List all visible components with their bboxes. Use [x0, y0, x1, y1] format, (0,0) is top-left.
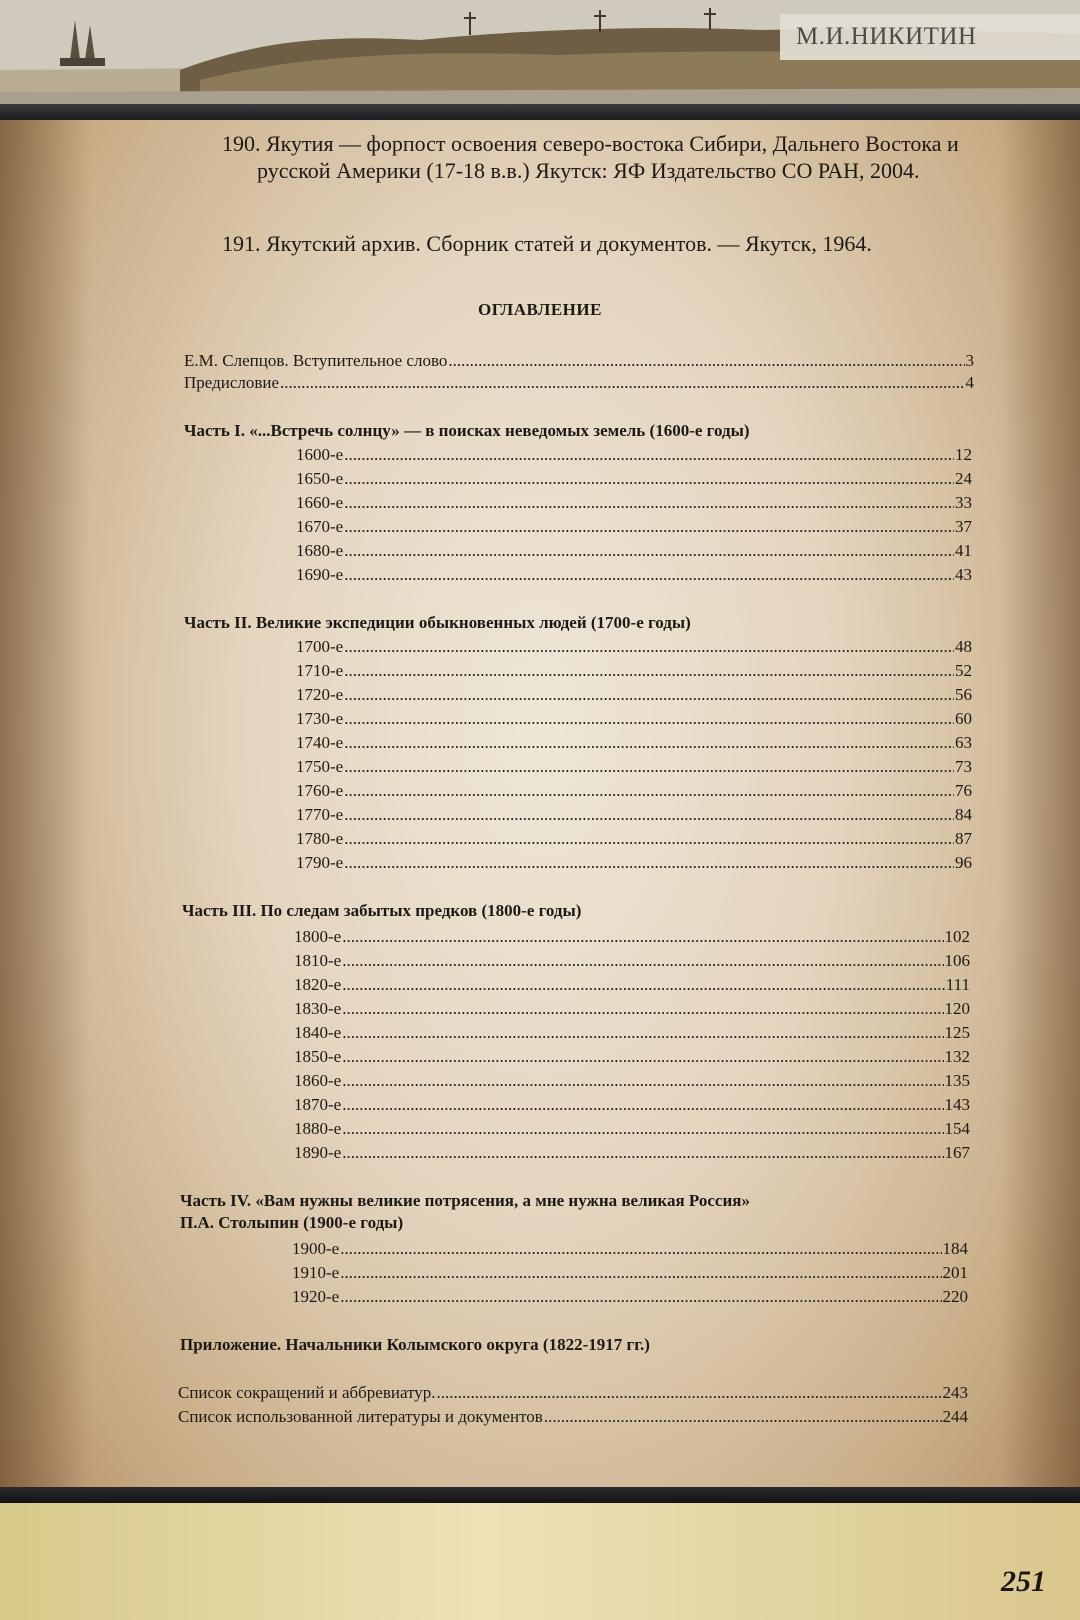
toc-entry-label: 1660-е	[296, 493, 344, 512]
footer-divider	[0, 1487, 1080, 1503]
toc-entry	[296, 732, 972, 754]
toc-entry	[296, 756, 972, 778]
toc-entry-page: 132	[944, 1047, 970, 1066]
leader-dots	[344, 540, 954, 562]
toc-entry	[294, 926, 970, 948]
toc-entry-page: 102	[944, 927, 970, 946]
page-shadow-right	[1000, 120, 1080, 1490]
toc-entry-page: 111	[945, 975, 970, 994]
toc-entry-label: 1910-е	[292, 1263, 340, 1282]
toc-entry-label: 1750-е	[296, 757, 344, 776]
toc-entry	[184, 350, 974, 372]
toc-entry-label: 1760-е	[296, 781, 344, 800]
bibliography-text: 190. Якутия — форпост освоения северо-востока Сибири, Дальнего Востока и русской Америки (17-18 в.в.) Якутск: ЯФ Издательство СО РАН, 2004.	[222, 131, 959, 183]
toc-entry-page: 73	[955, 757, 972, 776]
toc-entry-label: 1770-е	[296, 805, 344, 824]
toc-entry-page: 106	[944, 951, 970, 970]
toc-entry	[294, 1022, 970, 1044]
leader-dots	[344, 684, 954, 706]
toc-entry-label: 1850-е	[294, 1047, 342, 1066]
leader-dots	[342, 950, 943, 972]
toc-entry-label: 1800-е	[294, 927, 342, 946]
toc-entry-page: 60	[955, 709, 972, 728]
toc-entry-label: 1900-е	[292, 1239, 340, 1258]
leader-dots	[448, 350, 964, 372]
toc-entry	[296, 780, 972, 802]
toc-entry-label: Список сокращений и аббревиатур.	[178, 1383, 436, 1402]
toc-entry	[296, 468, 972, 490]
toc-entry-page: 120	[944, 999, 970, 1018]
toc-entry-label: 1890-е	[294, 1143, 342, 1162]
toc-entry-label: 1920-е	[292, 1287, 340, 1306]
toc-entry	[178, 1382, 968, 1404]
bibliography-item-190	[222, 130, 972, 184]
toc-entry	[292, 1286, 968, 1308]
toc-entry	[294, 950, 970, 972]
toc-entry-label: 1690-е	[296, 565, 344, 584]
toc-entry-label: 1670-е	[296, 517, 344, 536]
leader-dots	[344, 636, 954, 658]
header-banner	[0, 0, 1080, 104]
toc-entry-label: 1810-е	[294, 951, 342, 970]
toc-part-title: Часть IV. «Вам нужны великие потрясения, а мне нужна великая Россия»	[180, 1191, 750, 1210]
toc-entry-page: 135	[944, 1071, 970, 1090]
leader-dots	[344, 708, 954, 730]
toc-entry-label: Е.М. Слепцов. Вступительное слово	[184, 351, 448, 370]
toc-entry-page: 48	[955, 637, 972, 656]
toc-entry-label: 1710-е	[296, 661, 344, 680]
leader-dots	[437, 1382, 942, 1404]
header-divider	[0, 104, 1080, 120]
toc-entry-page: 244	[942, 1407, 968, 1426]
toc-entry-page: 96	[955, 853, 972, 872]
toc-entry-page: 24	[955, 469, 972, 488]
leader-dots	[344, 756, 954, 778]
leader-dots	[344, 828, 954, 850]
toc-entry-page: 37	[955, 517, 972, 536]
toc-entry-label: 1880-е	[294, 1119, 342, 1138]
leader-dots	[342, 1094, 943, 1116]
leader-dots	[344, 804, 954, 826]
leader-dots	[342, 1046, 943, 1068]
leader-dots	[340, 1238, 941, 1260]
bibliography-text: 191. Якутский архив. Сборник статей и документов. — Якутск, 1964.	[222, 231, 872, 256]
toc-entry	[294, 1118, 970, 1140]
leader-dots	[344, 852, 954, 874]
toc-entry-page: 12	[955, 445, 972, 464]
toc-entry-label: 1870-е	[294, 1095, 342, 1114]
leader-dots	[342, 1070, 943, 1092]
toc-entry	[296, 684, 972, 706]
leader-dots	[344, 492, 954, 514]
toc-entry-page: 201	[942, 1263, 968, 1282]
toc-entry-label: 1830-е	[294, 999, 342, 1018]
toc-entry-page: 154	[944, 1119, 970, 1138]
toc-entry-page: 76	[955, 781, 972, 800]
leader-dots	[342, 998, 943, 1020]
toc-entry	[294, 1046, 970, 1068]
leader-dots	[342, 926, 943, 948]
toc-entry-page: 184	[942, 1239, 968, 1258]
toc-entry	[294, 1094, 970, 1116]
toc-entry-page: 125	[944, 1023, 970, 1042]
toc-entry	[292, 1262, 968, 1284]
leader-dots	[344, 516, 954, 538]
leader-dots	[344, 780, 954, 802]
leader-dots	[340, 1286, 941, 1308]
toc-entry-label: 1720-е	[296, 685, 344, 704]
page-number: 251	[1001, 1565, 1046, 1598]
toc-entry-page: 63	[955, 733, 972, 752]
toc-entry-label: 1740-е	[296, 733, 344, 752]
toc-entry-page: 43	[955, 565, 972, 584]
toc-entry-label: 1730-е	[296, 709, 344, 728]
toc-entry-page: 41	[955, 541, 972, 560]
toc-entry-page: 143	[944, 1095, 970, 1114]
toc-entry	[296, 852, 972, 874]
toc-entry	[294, 998, 970, 1020]
toc-entry-label: 1700-е	[296, 637, 344, 656]
bibliography-item-191	[222, 230, 972, 257]
toc-entry	[296, 660, 972, 682]
toc-part-title: Часть III. По следам забытых предков (1800-е годы)	[182, 901, 582, 920]
page-shadow-left	[0, 120, 90, 1490]
leader-dots	[342, 1022, 943, 1044]
toc-entry-page: 84	[955, 805, 972, 824]
toc-entry-page: 87	[955, 829, 972, 848]
toc-entry-label: Список использованной литературы и документов	[178, 1407, 543, 1426]
toc-entry	[296, 540, 972, 562]
leader-dots	[342, 1118, 943, 1140]
toc-entry-page: 220	[942, 1287, 968, 1306]
leader-dots	[344, 468, 954, 490]
toc-entry	[296, 492, 972, 514]
toc-entry-label: 1790-е	[296, 853, 344, 872]
toc-entry-label: 1680-е	[296, 541, 344, 560]
toc-entry-label: 1860-е	[294, 1071, 342, 1090]
leader-dots	[344, 660, 954, 682]
toc-entry-page: 4	[965, 373, 974, 392]
toc-entry	[296, 708, 972, 730]
toc-entry-label: 1650-е	[296, 469, 344, 488]
toc-entry-page: 33	[955, 493, 972, 512]
toc-title: ОГЛАВЛЕНИЕ	[478, 300, 602, 319]
toc-entry	[294, 1142, 970, 1164]
toc-entry	[296, 636, 972, 658]
toc-part-title: Часть II. Великие экспедиции обыкновенных людей (1700-е годы)	[184, 613, 691, 632]
toc-entry-page: 243	[942, 1383, 968, 1402]
toc-entry-label: Предисловие	[184, 373, 280, 392]
toc-entry-page: 3	[965, 351, 974, 370]
toc-appendix: Приложение. Начальники Колымского округа (1822-1917 гг.)	[180, 1335, 650, 1354]
toc-entry	[292, 1238, 968, 1260]
leader-dots	[544, 1406, 942, 1428]
toc-entry-page: 167	[944, 1143, 970, 1162]
leader-dots	[344, 444, 954, 466]
toc-entry	[296, 804, 972, 826]
toc-entry-label: 1780-е	[296, 829, 344, 848]
leader-dots	[280, 372, 964, 394]
leader-dots	[340, 1262, 941, 1284]
leader-dots	[344, 732, 954, 754]
toc-entry	[294, 1070, 970, 1092]
toc-entry	[296, 516, 972, 538]
toc-entry	[296, 564, 972, 586]
leader-dots	[342, 974, 945, 996]
toc-entry	[184, 372, 974, 394]
toc-entry	[296, 828, 972, 850]
leader-dots	[344, 564, 954, 586]
toc-entry-label: 1600-е	[296, 445, 344, 464]
toc-entry-page: 56	[955, 685, 972, 704]
toc-entry	[178, 1406, 968, 1428]
footer-band	[0, 1503, 1080, 1620]
toc-part-title: Часть I. «...Встречь солнцу» — в поисках неведомых земель (1600-е годы)	[184, 421, 750, 440]
toc-entry-label: 1820-е	[294, 975, 342, 994]
toc-entry-page: 52	[955, 661, 972, 680]
toc-entry	[296, 444, 972, 466]
toc-part-subtitle: П.А. Столыпин (1900-е годы)	[180, 1213, 404, 1232]
leader-dots	[342, 1142, 943, 1164]
toc-entry	[294, 974, 970, 996]
toc-entry-label: 1840-е	[294, 1023, 342, 1042]
author-name: М.И.НИКИТИН	[796, 23, 977, 50]
author-box	[780, 14, 1080, 60]
